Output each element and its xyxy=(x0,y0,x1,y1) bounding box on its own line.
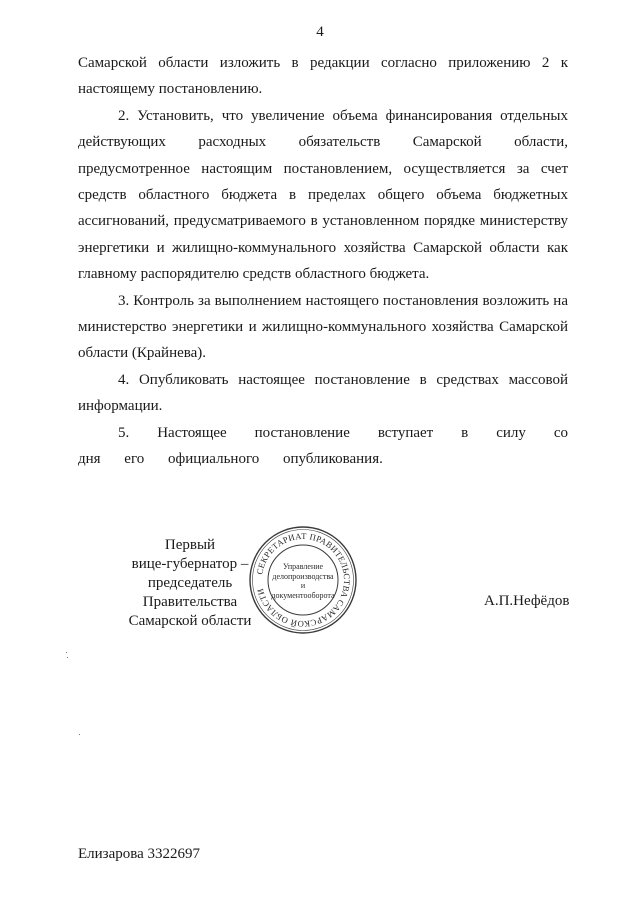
signer-title-line: Первый xyxy=(164,537,216,553)
executor-contact: Елизарова 3322697 xyxy=(78,846,201,862)
stamp-ring-text: СЕКРЕТАРИАТ ПРАВИТЕЛЬСТВА САМАРСКОЙ ОБЛАСТИ xyxy=(254,530,353,630)
page-number: 4 xyxy=(316,24,324,40)
official-stamp xyxy=(247,524,359,636)
stamp-center-line: и документооборота xyxy=(271,581,335,600)
signer-title-line: вице-губернатор – xyxy=(131,556,249,572)
scan-speck xyxy=(79,734,80,735)
stamp-center-text xyxy=(269,562,337,600)
paragraph-3-control: 3. Контроль за выполнением настоящего постановления возложить на министерство энергетики и жилищно-коммунального хозяйства Самарской области (Крайнева). xyxy=(78,292,568,362)
scan-speck xyxy=(67,657,68,658)
paragraph-4-publish: 4. Опубликовать настоящее постановление в средствах массовой информации. xyxy=(78,371,568,415)
signature-block xyxy=(0,530,640,640)
document-body xyxy=(78,50,568,473)
signer-title-line: Самарской области xyxy=(128,613,252,629)
paragraph-5-effective: 5. Настоящее постановление вступает в силу со дня его официального опубликования. xyxy=(78,424,568,468)
signer-name: А.П.Нефёдов xyxy=(484,593,570,609)
scan-speck xyxy=(66,652,67,653)
paragraph-2-financing: 2. Установить, что увеличение объема финансирования отдельных действующих расходных обязательств Самарской области, предусмотренное настоящим постановлением, осуществляется за счет средств областного бюджета в пределах общего объема бюджетных ассигнований, предусматриваемого в установленном порядке министерству энергетики и жилищно-коммунального хозяйства Самарской области как главному распорядителю средств областного бюджета. xyxy=(78,107,568,283)
signer-title-line: председатель Правительства xyxy=(142,575,238,610)
paragraph-continuation: Самарской области изложить в редакции согласно приложению 2 к настоящему постановлению. xyxy=(78,55,568,98)
stamp-center-line: Управление xyxy=(282,562,324,571)
stamp-center-line: делопроизводства xyxy=(272,571,334,581)
